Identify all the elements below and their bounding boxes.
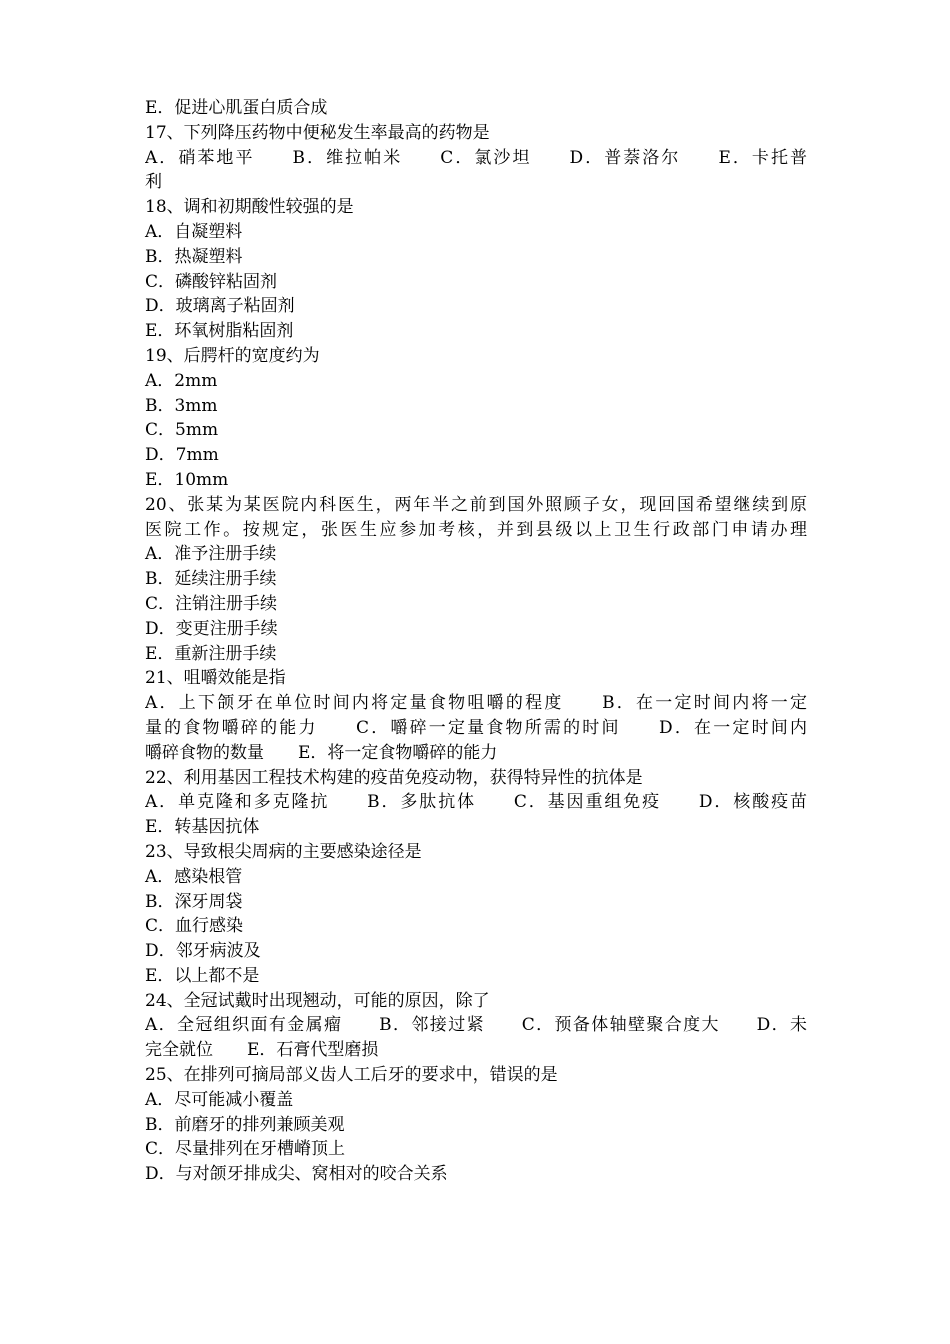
- text-line: C．5mm: [145, 420, 219, 441]
- text-line: D．玻璃离子粘固剂: [145, 296, 295, 317]
- text-line: A．感染根管: [145, 866, 243, 887]
- text-line: 嚼碎食物的数量 E．将一定食物嚼碎的能力: [145, 742, 498, 763]
- question-title: 22、利用基因工程技术构建的疫苗免疫动物，获得特异性的抗体是: [145, 767, 643, 788]
- text-line: D．7mm: [145, 445, 219, 466]
- text-line: B．前磨牙的排列兼顾美观: [145, 1114, 345, 1135]
- text-line: A．单克隆和多克隆抗 B．多肽抗体 C．基因重组免疫 D．核酸疫苗: [145, 792, 807, 813]
- text-line: 量的食物嚼碎的能力 C．嚼碎一定量食物所需的时间 D．在一定时间内: [145, 717, 807, 738]
- text-line: D．邻牙病波及: [145, 941, 261, 962]
- text-line: A．准予注册手续: [145, 544, 277, 565]
- text-line: B．延续注册手续: [145, 569, 277, 590]
- text-line: A．2mm: [145, 370, 218, 391]
- text-line: 完全就位 E．石膏代型磨损: [145, 1040, 379, 1061]
- question-title: 18、调和初期酸性较强的是: [145, 197, 354, 218]
- question-title: 20、张某为某医院内科医生，两年半之前到国外照顾子女，现回国希望继续到原: [145, 494, 807, 515]
- text-line: B．热凝塑料: [145, 246, 243, 267]
- text-line: C．注销注册手续: [145, 593, 278, 614]
- text-line: 医院工作。按规定，张医生应参加考核，并到县级以上卫生行政部门申请办理: [145, 519, 807, 540]
- question-title: 24、全冠试戴时出现翘动，可能的原因，除了: [145, 990, 490, 1011]
- question-title: 17、下列降压药物中便秘发生率最高的药物是: [145, 122, 490, 143]
- text-line: B．3mm: [145, 395, 218, 416]
- text-line: E．环氧树脂粘固剂: [145, 321, 294, 342]
- text-line: 利: [145, 172, 162, 193]
- text-line: A．硝苯地平 B．维拉帕米 C．氯沙坦 D．普萘洛尔 E．卡托普: [145, 147, 807, 168]
- text-line: C．尽量排列在牙槽嵴顶上: [145, 1139, 346, 1160]
- text-line: A．自凝塑料: [145, 221, 243, 242]
- text-line: A．尽可能减小覆盖: [145, 1089, 294, 1110]
- text-line: C．血行感染: [145, 916, 244, 937]
- text-line: C．磷酸锌粘固剂: [145, 271, 278, 292]
- question-title: 25、在排列可摘局部义齿人工后牙的要求中，错误的是: [145, 1065, 558, 1086]
- text-line: E．10mm: [145, 469, 229, 490]
- question-title: 19、后腭杆的宽度约为: [145, 345, 320, 366]
- text-line: B．深牙周袋: [145, 891, 243, 912]
- text-line: A．全冠组织面有金属瘤 B．邻接过紧 C．预备体轴壁聚合度大 D．未: [145, 1015, 807, 1036]
- question-title: 23、导致根尖周病的主要感染途径是: [145, 841, 422, 862]
- question-title: 21、咀嚼效能是指: [145, 668, 286, 689]
- text-line: E．转基因抗体: [145, 817, 260, 838]
- text-line: D．与对颌牙排成尖、窝相对的咬合关系: [145, 1164, 448, 1185]
- text-line: E．以上都不是: [145, 965, 260, 986]
- text-line: E．重新注册手续: [145, 643, 277, 664]
- text-line: A．上下颌牙在单位时间内将定量食物咀嚼的程度 B．在一定时间内将一定: [145, 693, 807, 714]
- text-line: D．变更注册手续: [145, 618, 278, 639]
- document-body: [145, 96, 807, 1187]
- text-line: E．促进心肌蛋白质合成: [145, 98, 328, 118]
